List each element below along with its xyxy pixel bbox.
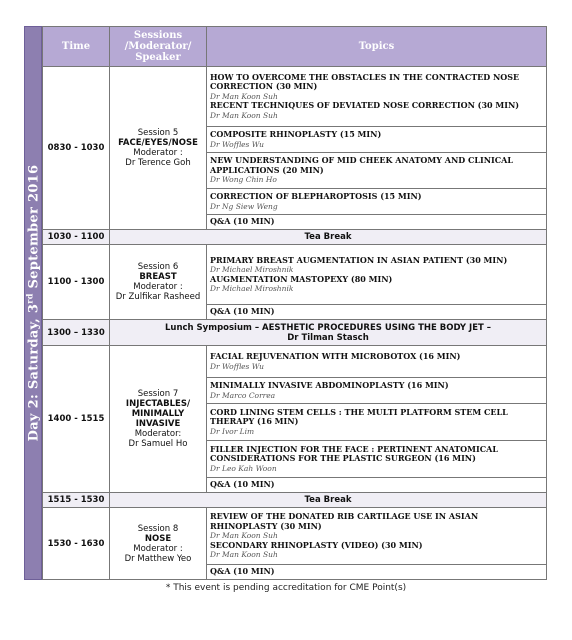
topic-cell [207,441,547,478]
topic-cell [207,215,547,230]
topic-cell [207,127,547,153]
session-title: NOSE [144,533,172,544]
topic-cell [207,508,547,565]
topic-speaker: Dr Wong Chin Ho [210,175,277,185]
break-time: 1515 - 1530 [43,493,110,508]
session-time: 1530 - 1630 [43,508,110,580]
topic-speaker: Dr Woffles Wu [210,361,264,371]
day-label: Day 2: Saturday, 3rd September 2016 [24,164,42,442]
session-title: INJECTABLES/ MINIMALLY INVASIVE [125,399,191,429]
topic-cell [207,67,547,127]
topic-cell [207,245,547,305]
header-topics: Topics [207,27,547,67]
break-row [43,493,547,508]
session-title: BREAST [139,272,177,282]
topic-title: AUGMENTATION MASTOPEXY (80 MIN) [210,273,393,284]
moderator-label: Moderator : [133,282,183,292]
break-time: 1030 - 1100 [43,230,110,245]
moderator-name: Dr Zulfikar Rasheed [115,292,201,302]
topic-cell [207,404,547,441]
topic-title: MINIMALLY INVASIVE ABDOMINOPLASTY (16 MIN) [210,380,449,390]
schedule-table [42,26,547,580]
lunch-symposium [110,320,547,346]
session-number: Session 6 [137,262,179,272]
topic-title: NEW UNDERSTANDING OF MID CHEEK ANATOMY AND CLINICAL APPLICATIONS (20 MIN) [210,155,513,175]
topic-speaker: Dr Man Koon Suh [210,550,278,560]
topic-title: SECONDARY RHINOPLASTY (VIDEO) (30 MIN) [210,539,423,550]
session-info [110,245,207,320]
topic-title: HOW TO OVERCOME THE OBSTACLES IN THE CONTRACTED NOSE CORRECTION (30 MIN) [210,71,520,92]
topic-speaker: Dr Man Koon Suh [210,531,278,541]
topic-title: Q&A (10 MIN) [210,216,275,227]
session-number: Session 8 [137,523,179,534]
topic-title: REVIEW OF THE DONATED RIB CARTILAGE USE IN ASIAN RHINOPLASTY (30 MIN) [210,511,479,531]
moderator-label: Moderator: [134,429,182,439]
session-info [110,346,207,493]
moderator-name: Dr Matthew Yeo [124,553,192,564]
table-row [43,508,547,565]
session-time: 1400 - 1515 [43,346,110,493]
table-row [43,245,547,305]
topic-title: FACIAL REJUVENATION WITH MICROBOTOX (16 MIN) [210,351,461,361]
topic-title: Q&A (10 MIN) [210,566,275,577]
break-label: Tea Break [110,493,547,508]
topic-speaker: Dr Marco Correa [210,390,276,400]
topic-title: FILLER INJECTION FOR THE FACE : PERTINENT ANATOMICAL CONSIDERATIONS FOR THE PLASTIC SURGEON (16 MIN) [210,443,498,464]
session-number: Session 5 [137,128,179,138]
topic-speaker: Dr Man Koon Suh [210,110,278,120]
header-row [43,27,547,67]
topic-speaker: Dr Michael Miroshnik [210,284,294,293]
lunch-time: 1300 – 1330 [43,320,110,346]
topic-speaker: Dr Michael Miroshnik [210,265,294,274]
topic-title: PRIMARY BREAST AUGMENTATION IN ASIAN PATIENT (30 MIN) [210,254,508,265]
topic-speaker: Dr Man Koon Suh [210,91,278,101]
moderator-label: Moderator : [133,148,183,158]
footnote: * This event is pending accreditation for CME Point(s) [165,583,407,593]
moderator-name: Dr Samuel Ho [128,439,188,449]
break-row [43,230,547,245]
topic-cell [207,346,547,378]
header-time: Time [43,27,110,67]
topic-speaker: Dr Ng Siew Weng [210,201,278,211]
topic-speaker: Dr Ivor Lim [210,426,255,436]
lunch-speaker: Dr Tilman Stasch [287,332,369,343]
topic-title: COMPOSITE RHINOPLASTY (15 MIN) [210,129,382,139]
session-time: 0830 - 1030 [43,67,110,230]
table-row [43,346,547,378]
topic-cell [207,565,547,580]
topic-cell [207,153,547,189]
break-label: Tea Break [110,230,547,245]
table-row [43,67,547,127]
topic-title: CORRECTION OF BLEPHAROPTOSIS (15 MIN) [210,191,422,201]
topic-speaker: Dr Leo Kah Woon [210,463,277,473]
session-time: 1100 - 1300 [43,245,110,320]
topic-title: Q&A (10 MIN) [210,479,275,490]
topic-cell [207,189,547,215]
topic-speaker: Dr Woffles Wu [210,139,264,149]
lunch-title: Lunch Symposium – AESTHETIC PROCEDURES USING THE BODY JET – [164,322,492,333]
moderator-label: Moderator : [133,543,183,554]
session-title: FACE/EYES/NOSE [118,138,198,148]
lunch-row [43,320,547,346]
session-number: Session 7 [137,389,179,399]
topic-cell [207,378,547,404]
day-label-band [24,26,42,580]
topic-title: RECENT TECHNIQUES OF DEVIATED NOSE CORRECTION (30 MIN) [210,100,520,111]
moderator-name: Dr Terence Goh [125,158,191,168]
topic-cell [207,478,547,493]
topic-title: CORD LINING STEM CELLS : THE MULTI PLATFORM STEM CELL THERAPY (16 MIN) [210,406,508,427]
session-info [110,508,207,580]
topic-title: Q&A (10 MIN) [210,306,275,317]
header-sessions: Sessions /Moderator/ Speaker [110,27,207,67]
topic-cell [207,305,547,320]
session-info [110,67,207,230]
